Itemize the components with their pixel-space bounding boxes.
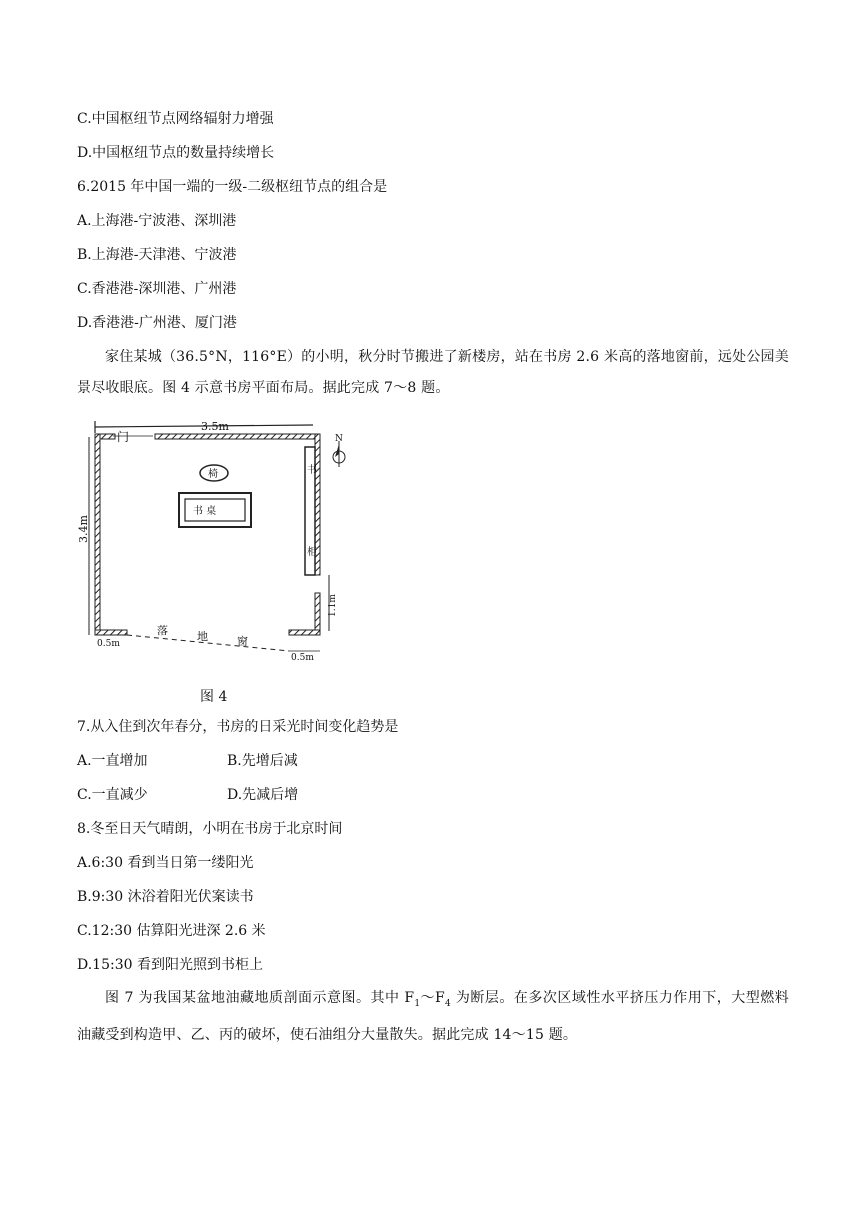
q6-option-d: D.香港港-广州港、厦门港 <box>77 315 237 331</box>
q7-options-row-2 <box>77 786 377 804</box>
figure-4 <box>73 417 373 673</box>
q8-stem: 8.冬至日天气晴朗，小明在书房于北京时间 <box>77 821 343 837</box>
floor-window-line <box>127 635 289 651</box>
desk-label: 书 桌 <box>193 506 217 517</box>
q6-option-b: B.上海港-天津港、宁波港 <box>77 247 237 263</box>
svg-text:N: N <box>335 434 343 444</box>
q8-option-d: D.15:30 看到阳光照到书柜上 <box>77 957 263 973</box>
q7-option-b: B.先增后减 <box>227 753 298 769</box>
bottom-right-dimension: 0.5m <box>291 653 314 663</box>
q8-option-a: A.6:30 看到当日第一缕阳光 <box>77 855 254 871</box>
north-arrow-icon <box>333 434 345 467</box>
bottom-left-dimension: 0.5m <box>97 639 120 649</box>
q7-option-d: D.先减后增 <box>227 787 299 803</box>
q6-option-a: A.上海港-宁波港、深圳港 <box>77 213 237 229</box>
chair-label: 椅 <box>208 469 218 480</box>
q8-option-b: B.9:30 沐浴着阳光伏案读书 <box>77 889 254 905</box>
intro-paragraph-7-8: 家住某城（36.5°N，116°E）的小明，秋分时节搬进了新楼房，站在书房 2.6 米高的落地窗前，远处公园美景尽收眼底。图 4 示意书房平面布局。据此完成 7～8 题。 <box>77 349 789 396</box>
height-dimension-label: 3.4m <box>77 515 90 543</box>
q5-option-d: D.中国枢纽节点的数量持续增长 <box>77 145 275 161</box>
width-dimension-label: 3.5m <box>201 420 229 433</box>
q7-stem: 7.从入住到次年春分，书房的日采光时间变化趋势是 <box>77 719 399 735</box>
q6-option-c: C.香港港-深圳港、广州港 <box>77 281 237 297</box>
window-label-3: 窗 <box>237 635 248 648</box>
q6-stem: 6.2015 年中国一端的一级-二级枢纽节点的组合是 <box>77 179 388 195</box>
q7-options-row-1 <box>77 752 377 770</box>
door-label: 门 <box>117 430 130 444</box>
q7-option-c: C.一直减少 <box>77 787 148 803</box>
q8-option-c: C.12:30 估算阳光进深 2.6 米 <box>77 923 266 939</box>
q7-option-a: A.一直增加 <box>77 753 148 769</box>
right-gap-dimension: 1.1m <box>328 594 338 617</box>
bookcase-label-top: 书 <box>307 465 317 476</box>
window-label-2: 地 <box>197 630 208 643</box>
bookcase-label-bottom: 柜 <box>307 547 317 558</box>
intro-paragraph-14-15: 图 7 为我国某盆地油藏地质剖面示意图。其中 $F_1\sim F_4$ 为断层。在多次区域性水平挤压力作用下，大型燃料油藏受到构造甲、乙、丙的破坏，使石油组分大量散失。据此完成 14～15 题。 <box>77 990 789 1043</box>
window-label-1: 落 <box>157 624 168 637</box>
q5-option-c: C.中国枢纽节点网络辐射力增强 <box>77 111 274 127</box>
figure-caption: 图 4 <box>200 689 228 705</box>
